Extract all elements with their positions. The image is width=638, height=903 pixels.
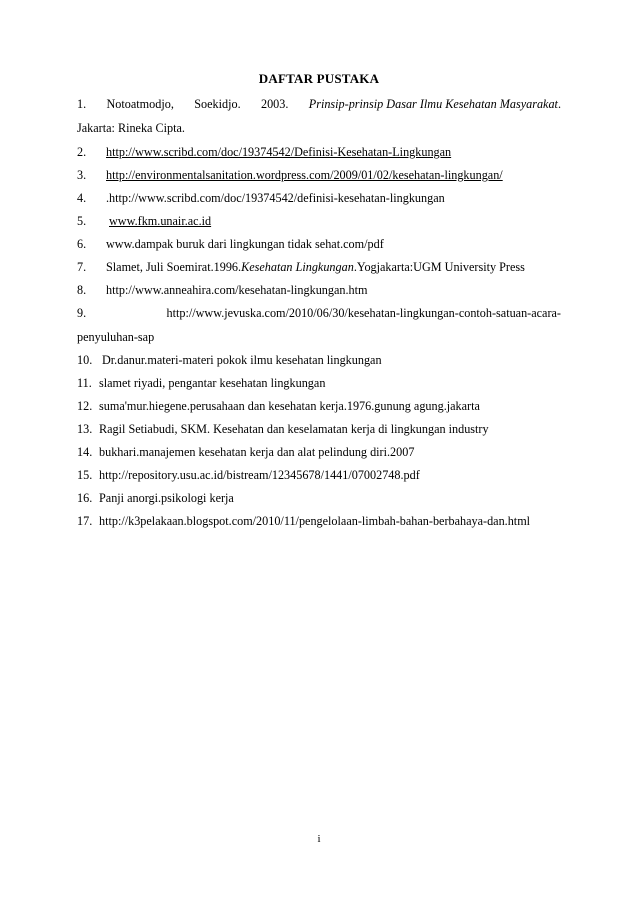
ref-number: 2. xyxy=(77,145,87,159)
ref-8 xyxy=(77,282,368,298)
ref-number: 15. xyxy=(77,468,93,482)
ref-title: Kesehatan Lingkungan xyxy=(241,260,354,274)
ref-text: Dr.danur.materi-materi pokok ilmu kesehatan lingkungan xyxy=(102,353,382,367)
ref-7 xyxy=(77,259,525,275)
ref-link[interactable]: www.fkm.unair.ac.id xyxy=(109,214,212,228)
ref-text: http://www.anneahira.com/kesehatan-lingkungan.htm xyxy=(106,283,368,297)
ref-number: 10. xyxy=(77,353,93,367)
ref-link[interactable]: http://www.scribd.com/doc/19374542/Definisi-Kesehatan-Lingkungan xyxy=(106,145,452,159)
ref-number: 8. xyxy=(77,283,87,297)
ref-publisher: .Yogjakarta:UGM University Press xyxy=(353,260,525,274)
page-title: DAFTAR PUSTAKA xyxy=(258,71,380,86)
ref-year: 2003. xyxy=(260,97,289,111)
ref-text: http://k3pelakaan.blogspot.com/2010/11/pengelolaan-limbah-bahan-berbahaya-dan.html xyxy=(99,514,531,528)
ref-1 xyxy=(77,96,561,112)
ref-number: 16. xyxy=(77,491,93,505)
ref-2 xyxy=(77,144,451,160)
ref-text: Ragil Setiabudi, SKM. Kesehatan dan keselamatan kerja di lingkungan industry xyxy=(99,422,489,436)
ref-12 xyxy=(77,398,480,414)
ref-number: 6. xyxy=(77,237,87,251)
ref-author: Soekidjo. xyxy=(194,97,241,111)
ref-link[interactable]: http://environmentalsanitation.wordpress.com/2009/01/02/kesehatan-lingkungan/ xyxy=(106,168,503,182)
ref-text: suma'mur.hiegene.perusahaan dan kesehatan kerja.1976.gunung agung.jakarta xyxy=(99,399,480,413)
ref-text: www.dampak buruk dari lingkungan tidak sehat.com/pdf xyxy=(106,237,384,251)
ref-1-cont: Jakarta: Rineka Cipta. xyxy=(77,121,185,135)
ref-9 xyxy=(77,305,561,321)
ref-number: 5. xyxy=(77,214,87,228)
ref-author: Notoatmodjo, xyxy=(106,97,174,111)
ref-text: http://repository.usu.ac.id/bistream/12345678/1441/07002748.pdf xyxy=(99,468,420,482)
ref-text: Panji anorgi.psikologi kerja xyxy=(99,491,234,505)
ref-number: 12. xyxy=(77,399,93,413)
ref-text: slamet riyadi, pengantar kesehatan lingkungan xyxy=(99,376,326,390)
ref-16 xyxy=(77,490,234,506)
ref-number: 1. xyxy=(77,97,87,111)
ref-number: 13. xyxy=(77,422,93,436)
ref-14 xyxy=(77,444,414,460)
ref-number: 7. xyxy=(77,260,87,274)
ref-9-cont: penyuluhan-sap xyxy=(77,330,155,344)
ref-5 xyxy=(77,213,211,229)
ref-number: 17. xyxy=(77,514,93,528)
ref-number: 9. xyxy=(77,306,87,320)
ref-17 xyxy=(77,513,530,529)
ref-4 xyxy=(77,190,445,206)
page-number: i xyxy=(317,833,321,845)
ref-number: 14. xyxy=(77,445,93,459)
ref-text: bukhari.manajemen kesehatan kerja dan alat pelindung diri.2007 xyxy=(99,445,415,459)
ref-text: .http://www.scribd.com/doc/19374542/definisi-kesehatan-lingkungan xyxy=(106,191,445,205)
ref-10 xyxy=(77,352,382,368)
ref-number: 11. xyxy=(77,376,92,390)
ref-11 xyxy=(77,375,325,391)
ref-text: http://www.jevuska.com/2010/06/30/kesehatan-lingkungan-contoh-satuan-acara- xyxy=(166,306,561,320)
ref-number: 3. xyxy=(77,168,87,182)
ref-15 xyxy=(77,467,420,483)
ref-13 xyxy=(77,421,489,437)
ref-3 xyxy=(77,167,503,183)
ref-number: 4. xyxy=(77,191,87,205)
ref-6 xyxy=(77,236,384,252)
ref-author: Slamet, Juli Soemirat.1996. xyxy=(106,260,242,274)
ref-title: Prinsip-prinsip Dasar Ilmu Kesehatan Masyarakat. xyxy=(308,97,561,111)
